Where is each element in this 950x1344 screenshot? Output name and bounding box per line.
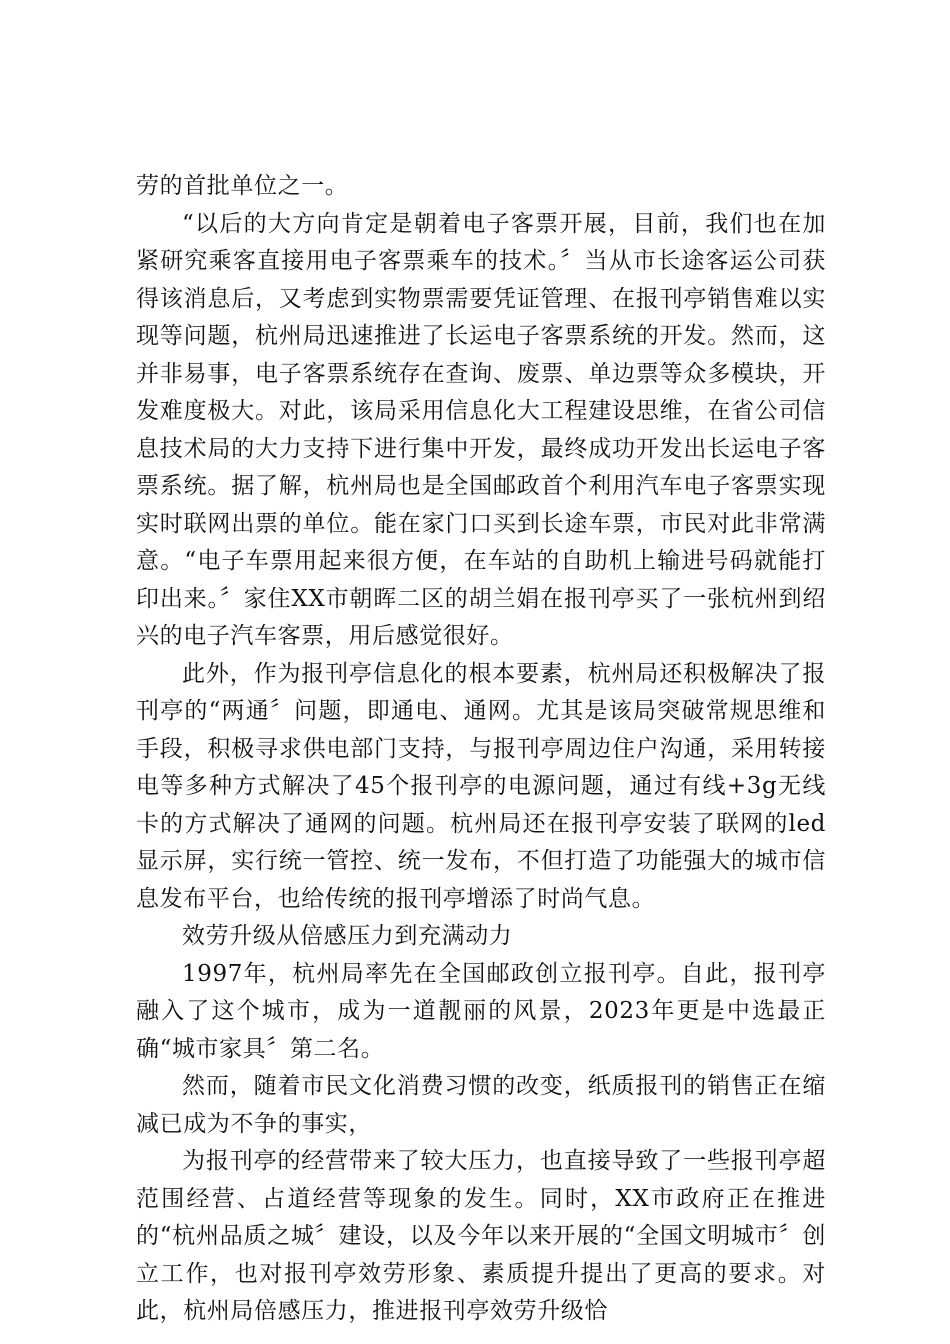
- paragraph-electronic-ticket: “以后的大方向肯定是朝着电子客票开展，目前，我们也在加紧研究乘客直接用电子客票乘车的技术。〞当从市长途客运公司获得该消息后，又考虑到实物票需要凭证管理、在报刊亭销售难以实现等问题，杭州局迅速推进了长运电子客票系统的开发。然而，这并非易事，电子客票系统存在查询、废票、单边票等众多模块，开发难度极大。对此，该局采用信息化大工程建设思维，在省公司信息技术局的大力支持下进行集中开发，最终成功开发出长运电子客票系统。据了解，杭州局也是全国邮政首个利用汽车电子客票实现实时联网出票的单位。能在家门口买到长途车票，市民对此非常满意。“电子车票用起来很方便，在车站的自助机上输进号码就能打印出来。〞家住XX市朝晖二区的胡兰娟在报刊亭买了一张杭州到绍兴的电子汽车客票，用后感觉很好。: [136, 210, 826, 649]
- paragraph-1997-history: 1997年，杭州局率先在全国邮政创立报刊亭。自此，报刊亭融入了这个城市，成为一道靓丽的风景，2023年更是中选最正确“城市家具〞第二名。: [136, 960, 826, 1062]
- paragraph-sales-decline: 然而，随着市民文化消费习惯的改变，纸质报刊的销售正在缩减已成为不争的事实，: [136, 1073, 826, 1137]
- section-heading-service-upgrade: 效劳升级从倍感压力到充满动力: [182, 923, 513, 949]
- paragraph-continuation: 劳的首批单位之一。: [136, 173, 349, 199]
- document-body: [136, 168, 826, 1331]
- paragraph-two-connections: 此外，作为报刊亭信息化的根本要素，杭州局还积极解决了报刊亭的“两通〞问题，即通电、通网。尤其是该局突破常规思维和手段，积极寻求供电部门支持，与报刊亭周边住户沟通，采用转接电等多种方式解决了45个报刊亭的电源问题，通过有线+3g无线卡的方式解决了通网的问题。杭州局还在报刊亭安装了联网的led显示屏，实行统一管控、统一发布，不但打造了功能强大的城市信息发布平台，也给传统的报刊亭增添了时尚气息。: [136, 660, 826, 912]
- paragraph-pressure: 为报刊亭的经营带来了较大压力，也直接导致了一些报刊亭超范围经营、占道经营等现象的发生。同时，XX市政府正在推进的“杭州品质之城〞建设，以及今年以来开展的“全国文明城市〞创立工作，也对报刊亭效劳形象、素质提升提出了更高的要求。对此，杭州局倍感压力，推进报刊亭效劳升级恰: [136, 1148, 826, 1324]
